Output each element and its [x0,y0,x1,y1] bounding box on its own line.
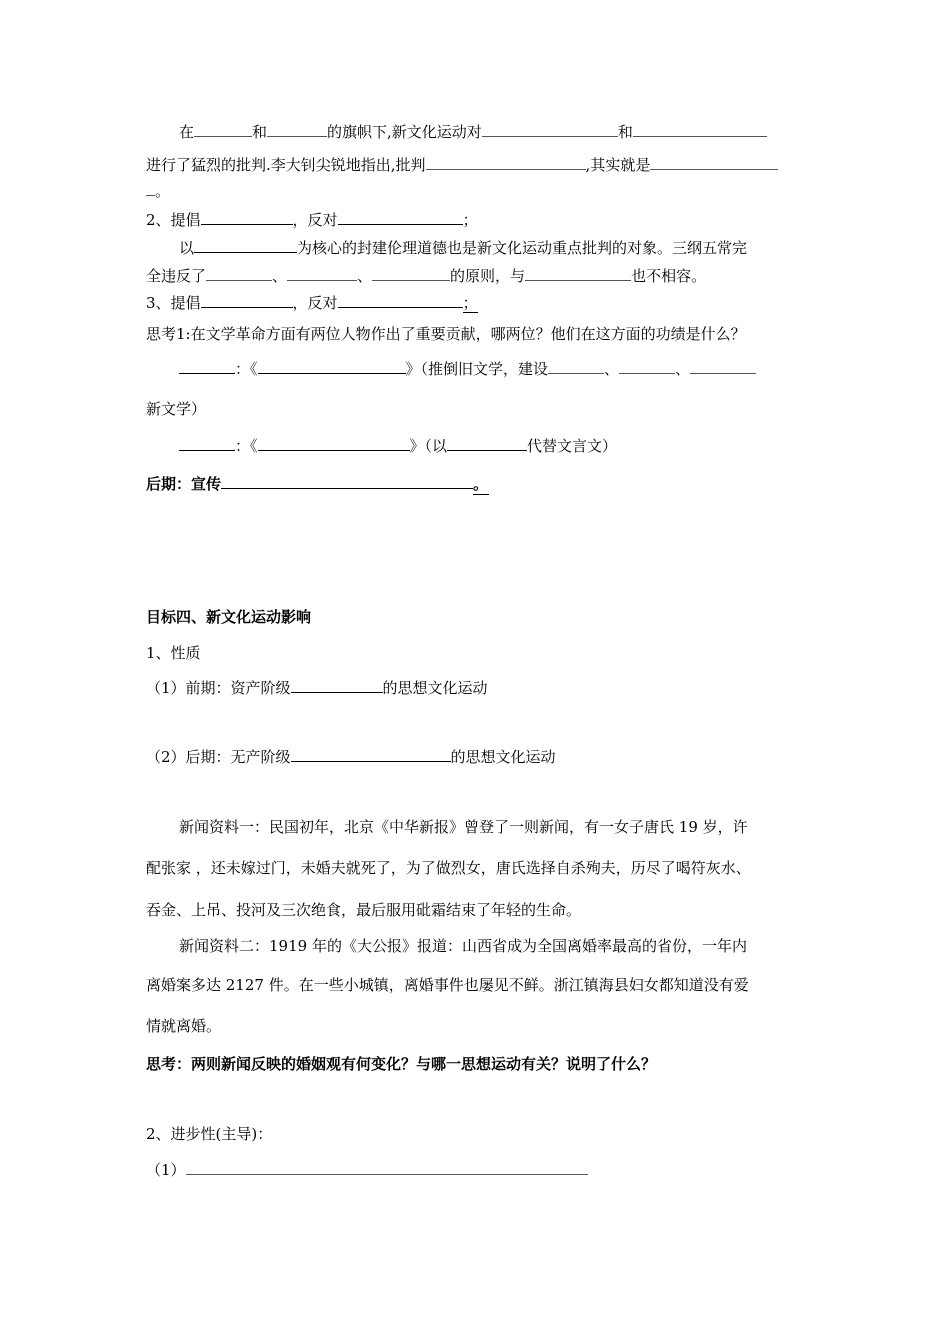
blank [619,359,675,374]
text: 新文学） [146,400,207,418]
line-early-period [146,678,488,698]
line-person-2 [179,436,617,456]
text: 、 [272,267,288,285]
news-1-line-1 [179,817,748,837]
text: （1） [146,1161,186,1179]
progress-heading [146,1124,272,1144]
text: ； [462,294,478,312]
text: 3、提倡 [146,294,201,312]
line-late-period [146,747,556,767]
blank [258,436,410,451]
blank [258,359,406,374]
text: ,其实就是 [585,156,651,174]
line-banner [179,122,767,142]
text: 思考1:在文学革命方面有两位人物作出了重要贡献，哪两位？他们在这方面的功绩是什么？ [146,325,746,343]
text: 。 [473,475,489,493]
text: 的思想文化运动 [382,679,488,697]
text: （2）后期：无产阶级 [146,748,291,766]
text: ； [462,211,478,229]
blank [291,678,383,693]
line-later-period [146,474,489,495]
blank [179,359,235,374]
text: 的旗帜下,新文化运动对 [327,123,482,141]
text: 2、提倡 [146,211,201,229]
think-question-2 [146,1054,656,1074]
blank [194,238,297,253]
text: ：《 [235,437,258,455]
blank [221,474,473,489]
blank [482,122,618,137]
text: 为核心的封建伦理道德也是新文化运动重点批判的对象。三纲五常完 [297,239,748,257]
text: 也不相容。 [631,267,707,285]
think-question-1 [146,324,746,344]
text: （1）前期：资产阶级 [146,679,291,697]
text: 配张家 ，还未嫁过门，未婚夫就死了，为了做烈女，唐氏选择自杀殉夫，历尽了喝符灰水、 [146,859,751,877]
text: 、 [357,267,373,285]
text: 代替文言文） [527,437,618,455]
blank [372,266,450,281]
line-ethics [179,238,747,258]
news-2-line-1 [179,936,747,956]
section-heading [146,607,311,627]
blank [633,122,767,137]
blank [525,266,631,281]
news-2-line-2 [146,975,749,995]
text: 2、进步性(主导)： [146,1125,273,1143]
news-2-line-3 [146,1016,221,1036]
news-1-line-3 [146,900,581,920]
text: 离婚案多达 2127 件。在一些小城镇，离婚事件也屡见不鲜。浙江镇海县妇女都知道没有爱 [146,976,749,994]
line-critique [146,155,778,175]
blank [194,122,252,137]
line-person-1-cont [146,399,206,419]
nature-heading [146,643,201,663]
blank [146,181,155,196]
blank [291,747,451,762]
progress-item-1 [146,1160,588,1180]
blank [690,359,756,374]
text: 》（以 [409,437,448,455]
text: ：《 [235,360,258,378]
blank [206,266,272,281]
text: 、 [604,360,620,378]
text: 》（推倒旧文学，建设 [405,360,549,378]
blank [650,155,778,170]
text: 新闻资料二：1919 年的《大公报》报道：山西省成为全国离婚率最高的省份，一年内 [179,937,747,955]
text: 以 [179,239,195,257]
blank [201,210,293,225]
text: 和 [252,123,268,141]
blank [287,266,357,281]
text: 进行了猛烈的批判.李大钊尖锐地指出,批判 [146,156,426,174]
text: 后期：宣传 [146,475,222,493]
text: 新闻资料一：民国初年，北京《中华新报》曾登了一则新闻，有一女子唐氏 19 岁，许 [179,818,748,836]
text: 吞金、上吊、投河及三次绝食，最后服用砒霜结束了年轻的生命。 [146,901,582,919]
text: 。 [155,182,171,200]
text: 目标四、新文化运动影响 [146,608,312,626]
blank [338,210,463,225]
item-2 [146,210,478,230]
blank [426,155,586,170]
blank [548,359,604,374]
blank [179,436,235,451]
item-3 [146,293,478,313]
text: 在 [179,123,195,141]
text: 、 [675,360,691,378]
text: 1、性质 [146,644,201,662]
line-person-1 [179,359,756,379]
text: 思考：两则新闻反映的婚姻观有何变化？与哪一思想运动有关？说明了什么？ [146,1055,657,1073]
news-1-line-2 [146,858,751,878]
text: 的原则，与 [450,267,526,285]
text: 情就离婚。 [146,1017,222,1035]
blank [338,293,463,308]
text: 的思想文化运动 [450,748,556,766]
line-ethics-2 [146,266,706,286]
blank [186,1160,588,1175]
blank [201,293,293,308]
line-critique-end [146,181,170,201]
blank [267,122,327,137]
blank [447,436,527,451]
text: ，反对 [292,294,338,312]
text: ，反对 [292,211,338,229]
text: 和 [617,123,633,141]
text: 全违反了 [146,267,207,285]
